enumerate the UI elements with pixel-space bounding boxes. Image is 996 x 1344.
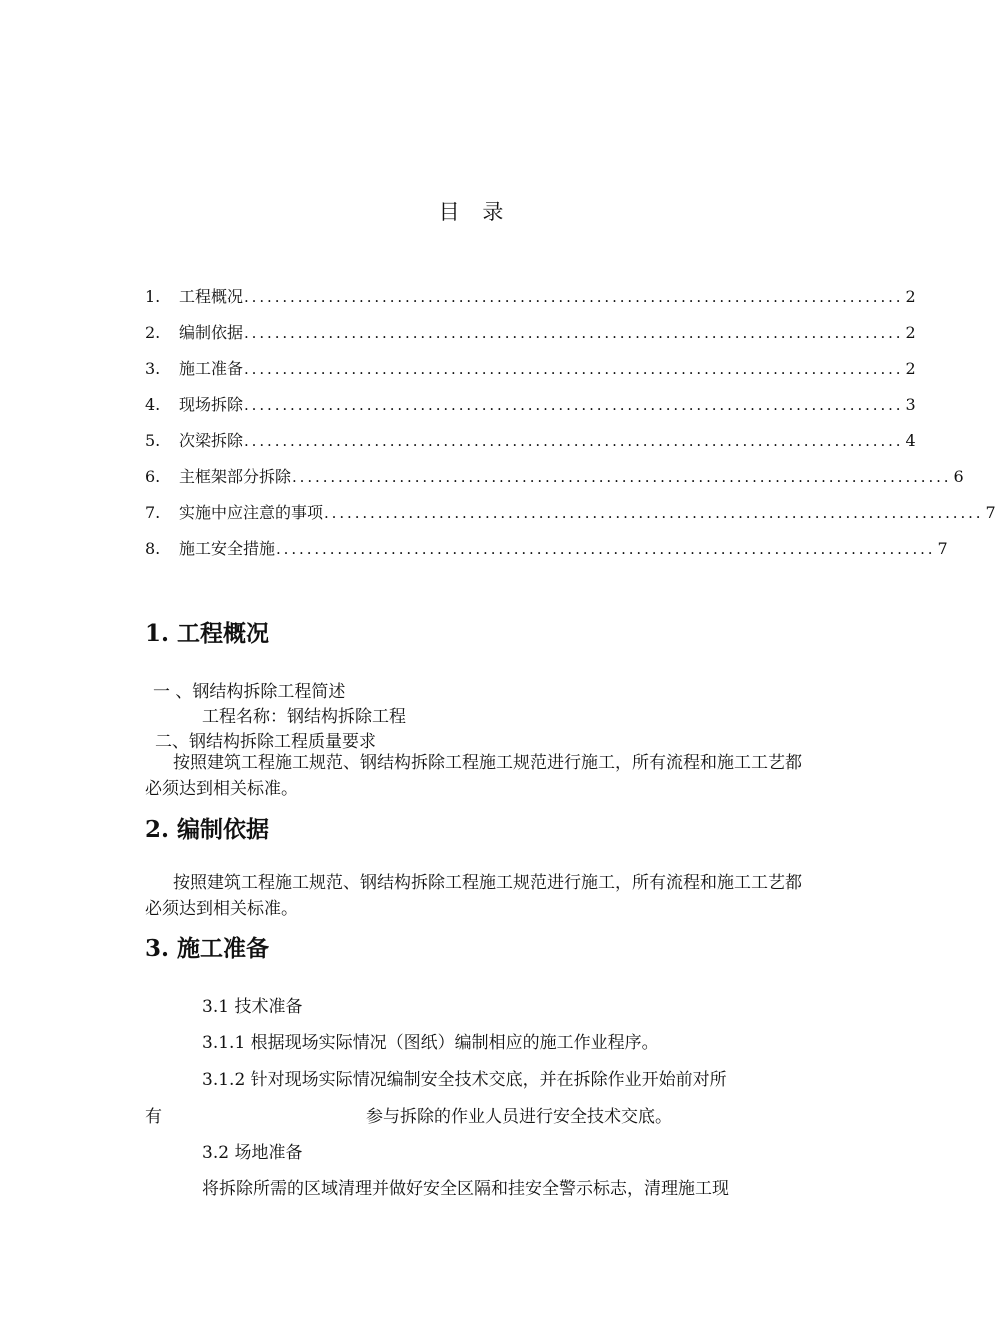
toc-entry-number: 4. <box>145 395 161 414</box>
toc-entry-page: 3 <box>905 395 916 414</box>
subsection-title: 一 、钢结构拆除工程简述 <box>153 682 346 702</box>
toc-entry[interactable] <box>145 356 916 380</box>
toc-entry[interactable] <box>145 284 916 308</box>
toc-entry-label: 工程概况 <box>179 287 244 306</box>
toc-entry[interactable] <box>145 536 948 560</box>
toc-leader-dots: ...................................................................................... <box>244 288 904 306</box>
toc-entry[interactable] <box>145 392 916 416</box>
toc-entry-label: 编制依据 <box>179 323 244 342</box>
body-paragraph: 按照建筑工程施工规范、钢结构拆除工程施工规范进行施工，所有流程和施工工艺都必须达到相关标准。 <box>145 873 802 919</box>
toc-entry-page: 6 <box>953 467 964 486</box>
toc-entry-label: 实施中应注意的事项 <box>179 503 324 522</box>
body-line: 将拆除所需的区域清理并做好安全区隔和挂安全警示标志，清理施工现 <box>202 1179 729 1199</box>
toc-leader-dots: ...................................................................................... <box>276 540 936 558</box>
toc-entry[interactable] <box>145 428 916 452</box>
section-heading-1: 1. 工程概况 <box>145 620 270 647</box>
toc-title: 目 录 <box>438 200 512 224</box>
subsection-title: 二、钢结构拆除工程质量要求 <box>155 732 376 752</box>
section-heading-3: 3. 施工准备 <box>145 935 270 962</box>
toc-entry-number: 5. <box>145 431 161 450</box>
toc-entry-number: 7. <box>145 503 161 522</box>
section-heading-2: 2. 编制依据 <box>145 816 270 843</box>
toc-entry-label: 主框架部分拆除 <box>179 467 292 486</box>
toc-entry-page: 2 <box>905 359 916 378</box>
body-line: 参与拆除的作业人员进行安全技术交底。 <box>366 1107 672 1127</box>
subsection-title: 3.2 场地准备 <box>202 1143 303 1163</box>
toc-entry-page: 7 <box>985 503 996 522</box>
toc-entry-number: 1. <box>145 287 161 306</box>
body-line: 有 <box>145 1107 162 1127</box>
toc-entry-number: 8. <box>145 539 161 558</box>
toc-entry-label: 次梁拆除 <box>179 431 244 450</box>
body-paragraph: 按照建筑工程施工规范、钢结构拆除工程施工规范进行施工，所有流程和施工工艺都必须达到相关标准。 <box>145 753 802 799</box>
toc-entry-page: 7 <box>937 539 948 558</box>
subsection-title: 3.1 技术准备 <box>202 997 303 1017</box>
body-line: 3.1.2 针对现场实际情况编制安全技术交底，并在拆除作业开始前对所 <box>202 1070 727 1090</box>
toc-leader-dots: ...................................................................................... <box>244 432 904 450</box>
toc-entry-label: 施工安全措施 <box>179 539 276 558</box>
body-line: 3.1.1 根据现场实际情况（图纸）编制相应的施工作业程序。 <box>202 1033 659 1053</box>
toc-entry-number: 6. <box>145 467 161 486</box>
project-name-line: 工程名称：钢结构拆除工程 <box>202 707 406 727</box>
toc-entry-number: 3. <box>145 359 161 378</box>
toc-leader-dots: ...................................................................................... <box>324 504 984 522</box>
toc-entry-label: 现场拆除 <box>179 395 244 414</box>
toc-leader-dots: ...................................................................................... <box>292 468 952 486</box>
toc-entry-label: 施工准备 <box>179 359 244 378</box>
toc-entry[interactable] <box>145 320 916 344</box>
toc-entry[interactable] <box>145 464 964 488</box>
toc-entry-page: 2 <box>905 323 916 342</box>
toc-entry-number: 2. <box>145 323 161 342</box>
toc-entry-page: 4 <box>905 431 916 450</box>
toc-leader-dots: ...................................................................................... <box>244 360 904 378</box>
toc-leader-dots: ...................................................................................... <box>244 396 904 414</box>
toc-entry[interactable] <box>145 500 996 524</box>
toc-leader-dots: ...................................................................................... <box>244 324 904 342</box>
toc-entry-page: 2 <box>905 287 916 306</box>
